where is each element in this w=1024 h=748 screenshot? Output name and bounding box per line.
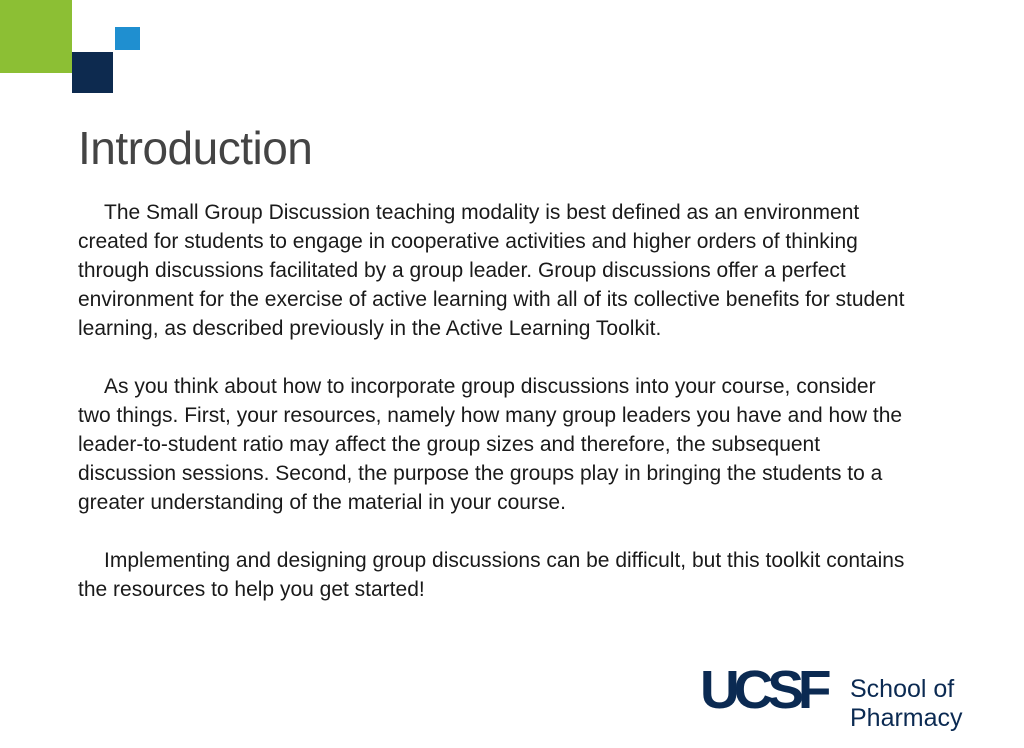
- slide-title: Introduction: [78, 122, 313, 174]
- school-name-line-2: Pharmacy: [850, 704, 963, 732]
- decorative-green-square: [0, 0, 72, 73]
- intro-paragraph-1: The Small Group Discussion teaching modality is best defined as an environment created for students to engage in cooperative activities and higher orders of thinking through discussions facilitated by a group leader. Group discussions offer a perfect environment for the exercise of active learning with all of its collective benefits for student learning, as described previously in the Active Learning Toolkit.: [78, 201, 905, 340]
- intro-paragraph-2: As you think about how to incorporate group discussions into your course, consider two things. First, your resources, namely how many group leaders you have and how the leader-to-student ratio may affect the group sizes and therefore, the subsequent discussion sessions. Second, the purpose the groups play in bringing the students to a greater understanding of the material in your course.: [78, 375, 903, 514]
- slide-body: [78, 198, 908, 604]
- decorative-blue-square: [115, 27, 140, 50]
- school-name: [850, 675, 963, 733]
- decorative-navy-square: [72, 52, 113, 93]
- school-name-line-1: School of: [850, 675, 955, 703]
- ucsf-wordmark: UCSF: [700, 660, 826, 720]
- ucsf-pharmacy-logo: [700, 658, 990, 738]
- intro-paragraph-3: Implementing and designing group discussions can be difficult, but this toolkit contains the resources to help you get started!: [78, 549, 905, 601]
